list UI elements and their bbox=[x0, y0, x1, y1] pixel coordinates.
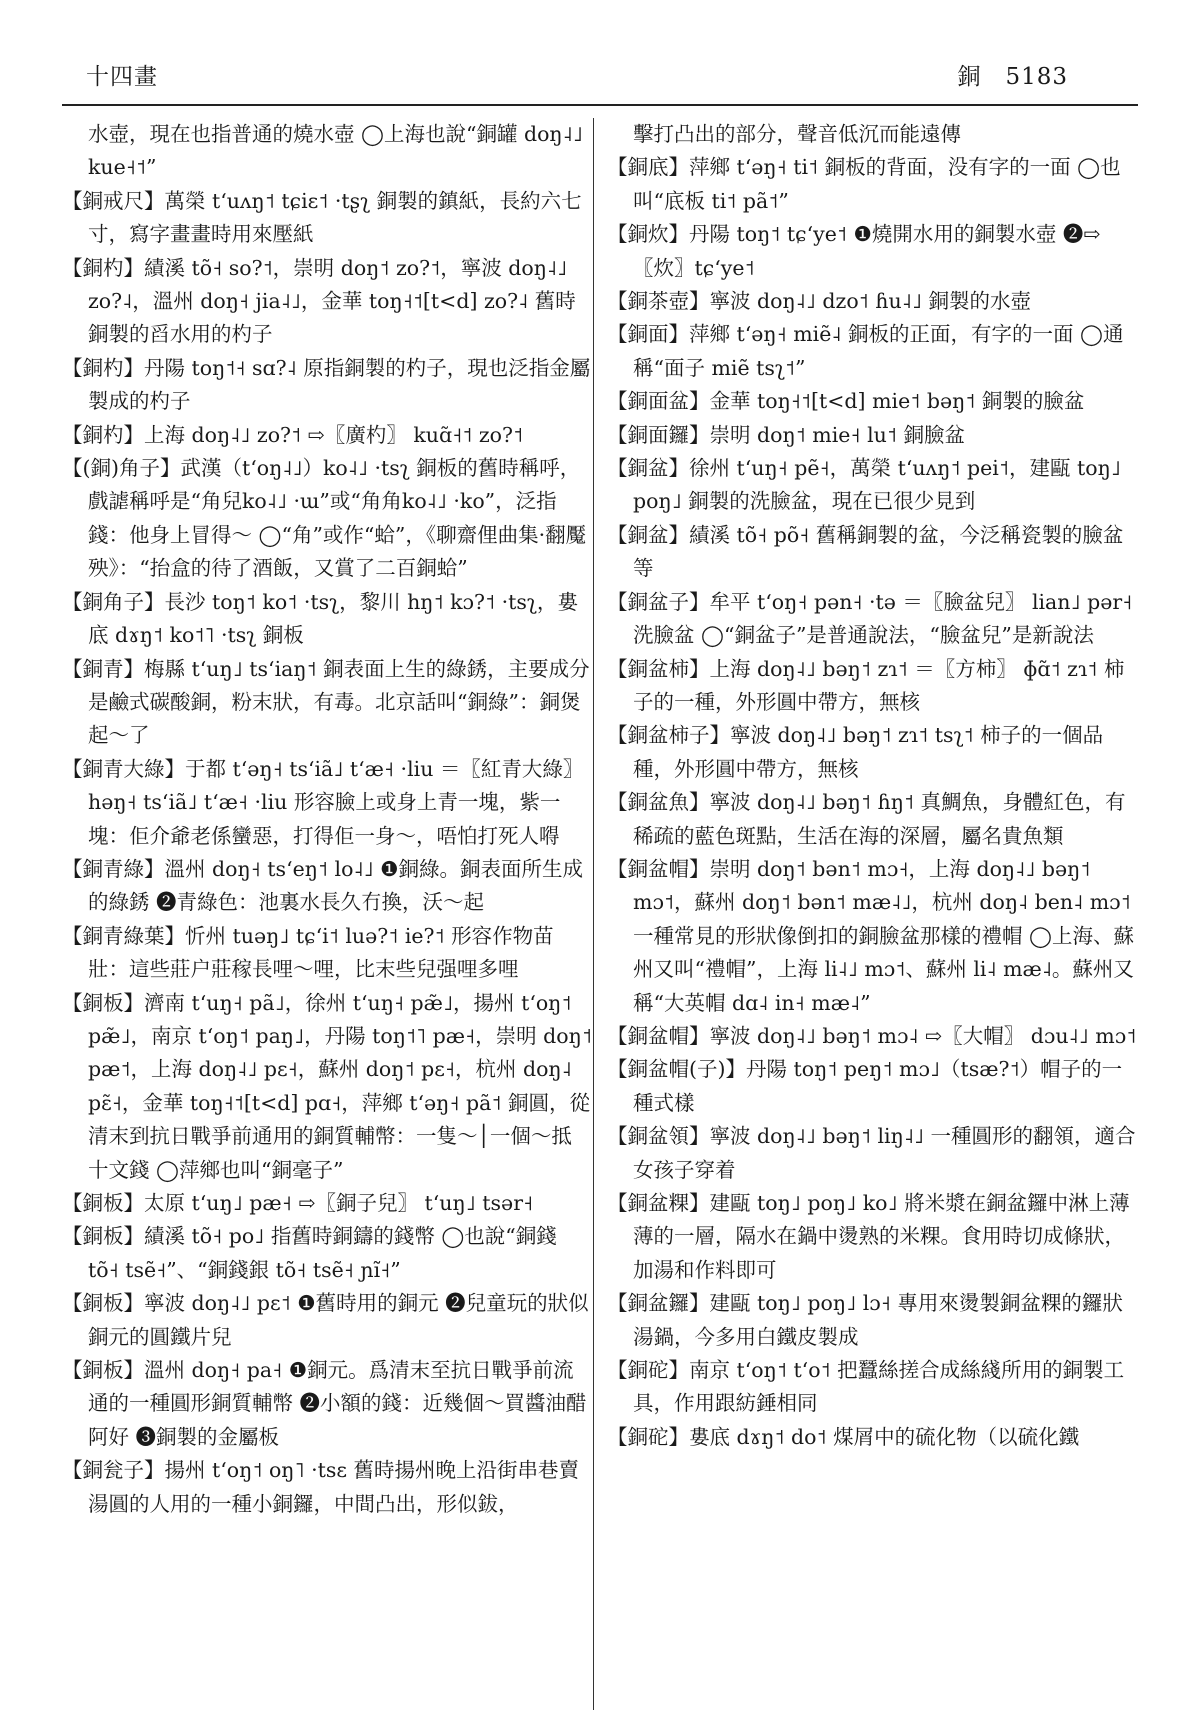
dictionary-entry: 【銅杓】上海 doŋ˨˩ zo?˦ ⇨〖廣杓〗 kuɑ̃˧˦ zo?˦ bbox=[62, 422, 524, 447]
header-rule bbox=[62, 104, 1138, 106]
dictionary-entry: 【銅面盆】金華 toŋ˧˦[t<d] mie˦ bəŋ˦ 銅製的臉盆 bbox=[607, 389, 1085, 414]
dictionary-entry: 【銅板】溫州 doŋ˧ pa˧ ❶銅元。爲清末至抗日戰爭前流通的一種圓形銅質輔幣 ❷小額的錢：近幾個～買醬油醋阿好 ❸銅製的金屬板 bbox=[62, 1358, 587, 1449]
dictionary-entry: 【銅杓】丹陽 toŋ˦˧ sɑ?˨ 原指銅製的杓子，現也泛指金屬製成的杓子 bbox=[62, 355, 591, 414]
dictionary-entry: 【銅板】績溪 tõ˧ po˩ 指舊時銅鑄的錢幣 ◯也說“銅錢 tõ˧ tsẽ˧”、“銅錢銀 tõ˧ tsẽ˧ ɲĩ˧” bbox=[62, 1224, 557, 1282]
dictionary-entry: 【銅面】萍鄉 tʻəŋ˧ miẽ˨ 銅板的正面，有字的一面 ◯通稱“面子 miẽ tsʅ˦” bbox=[607, 322, 1124, 380]
dictionary-entry: 【銅盆領】寧波 doŋ˨˩ bəŋ˦ liŋ˨˩ 一種圓形的翻領，適合女孩子穿着 bbox=[607, 1124, 1136, 1182]
dictionary-entry: 【銅板】濟南 tʻuŋ˧ pã˩，徐州 tʻuŋ˧ pæ̃˩，揚州 tʻoŋ˦ pæ̃˩，南京 tʻoŋ˦ paŋ˩，丹陽 toŋ˦˥ pæ˧，崇明 doŋ˦ pæ˦，上海 doŋ˨˩ pɛ˧，蘇州 doŋ˦ pɛ˧，杭州 doŋ˨ pɛ̃˧，金華 toŋ˧˦[t<d] pɑ˧，萍鄉 tʻəŋ˧ pã˦ 銅圓，從清末到抗日戰爭前通用的銅質輔幣：一隻～│一個～抵十文錢 ◯萍鄉也叫“銅毫子” bbox=[62, 990, 592, 1182]
dictionary-entry: 【銅盆魚】寧波 doŋ˨˩ bəŋ˦ ɦŋ˦ 真鯛魚，身體紅色，有稀疏的藍色斑點，生活在海的深層，屬名貴魚類 bbox=[607, 790, 1126, 848]
dictionary-entry: 【銅盆】徐州 tʻuŋ˧ pẽ˧，萬榮 tʻuʌŋ˦ pei˦，建甌 toŋ˩ poŋ˩ 銅製的洗臉盆，現在已很少見到 bbox=[607, 456, 1121, 514]
dictionary-entry: 【銅盆】績溪 tõ˧ põ˧ 舊稱銅製的盆，今泛稱瓷製的臉盆等 bbox=[607, 522, 1124, 581]
dictionary-entry: 【銅青大綠】于都 tʻəŋ˧ tsʻiã˩ tʻæ˧ ·liu ＝〖紅青大綠〗 həŋ˧ tsʻiã˩ tʻæ˧ ·liu 形容臉上或身上青一塊，紫一塊：佢介爺老係蠻惡，打得佢一身～，唔怕打死人嘚 bbox=[62, 756, 584, 848]
dictionary-entry: 【銅盆帽】崇明 doŋ˦ bən˦ mɔ˧，上海 doŋ˨˩ bəŋ˦ mɔ˦，蘇州 doŋ˦ bən˦ mæ˨˩，杭州 doŋ˨ ben˨ mɔ˦ 一種常見的形狀像倒扣的銅臉盆那樣的禮帽 ◯上海、蘇州又叫“禮帽”，上海 li˨˩ mɔ˦、蘇州 li˨ mæ˨。蘇州又稱“大英帽 dɑ˨ in˧ mæ˨” bbox=[607, 856, 1134, 1015]
dictionary-entry: 【銅板】太原 tʻuŋ˩ pæ˧ ⇨〖銅子兒〗 tʻuŋ˩ tsər˧ bbox=[62, 1191, 534, 1215]
dictionary-entry: 【(銅)角子】武漢（tʻoŋ˨˩）ko˨˩ ·tsʅ 銅板的舊時稱呼，戲謔稱呼是“角兒ko˨˩ ·ɯ”或“角角ko˨˩ ·ko”，泛指錢：他身上冒得～ ◯“角”或作“蛤”，《聊齋俚曲集·翻魘殃》：“抬盒的待了酒飯，又賞了二百銅蛤” bbox=[62, 456, 587, 581]
page-header-section: 十四畫 bbox=[86, 64, 158, 90]
dictionary-entry: 【銅盆鑼】建甌 toŋ˩ poŋ˩ lɔ˧ 專用來燙製銅盆粿的鑼狀湯鍋，今多用白鐵皮製成 bbox=[607, 1291, 1123, 1349]
dictionary-entry: 【銅面鑼】崇明 doŋ˦ mie˧ lu˦ 銅臉盆 bbox=[607, 422, 965, 447]
right-column bbox=[607, 118, 1137, 1454]
page-header-headchar-pagenum: 銅 5183 bbox=[957, 64, 1068, 90]
dictionary-entry: 【銅茶壺】寧波 doŋ˨˩ dzo˦ ɦu˨˩ 銅製的水壺 bbox=[607, 289, 1031, 314]
dictionary-entry: 【銅盆子】牟平 tʻoŋ˧ pən˧ ·tə ＝〖臉盆兒〗 lian˩ pər˧ 洗臉盆 ◯“銅盆子”是普通說法，“臉盆兒”是新說法 bbox=[607, 589, 1133, 648]
dictionary-entry: 【銅砣】婁底 dɤŋ˦ do˦ 煤屑中的硫化物（以硫化鐵 bbox=[607, 1424, 1080, 1449]
dictionary-entry: 【銅盆帽(子)】丹陽 toŋ˦ peŋ˦ mɔ˩（tsæ?˦）帽子的一種式樣 bbox=[607, 1057, 1123, 1115]
dictionary-entry: 【銅青綠】溫州 doŋ˧ tsʻeŋ˦ lo˨˩ ❶銅綠。銅表面所生成的綠銹 ❷青綠色：池裏水長久冇換，沃～起 bbox=[62, 856, 584, 915]
dictionary-entry: 【銅角子】長沙 toŋ˦ ko˦ ·tsʅ，黎川 hŋ˦ kɔ?˦ ·tsʅ，婁底 dɤŋ˦ ko˦˥ ·tsʅ 銅板 bbox=[62, 589, 578, 648]
dictionary-entry: 【銅戒尺】萬榮 tʻuʌŋ˦ tɕiɛ˦ ·tʂʅ 銅製的鎮紙，長約六七寸，寫字畫畫時用來壓紙 bbox=[62, 188, 582, 247]
dictionary-entry: 【銅底】萍鄉 tʻəŋ˧ ti˦ 銅板的背面，没有字的一面 ◯也叫“底板 ti˦ pã˦” bbox=[607, 155, 1121, 213]
dictionary-entry: 【銅盆柿】上海 doŋ˨˩ bəŋ˦ zɿ˦ ＝〖方柿〗 ɸɑ̃˦ zɿ˦ 柿子的一種，外形圓中帶方，無核 bbox=[607, 656, 1125, 714]
dictionary-entry: 水壺，現在也指普通的燒水壺 ◯上海也說“銅罐 doŋ˨˩ kue˧˦” bbox=[88, 122, 583, 180]
column-divider bbox=[593, 118, 594, 1710]
dictionary-entry: 【銅瓮子】揚州 tʻoŋ˦ oŋ˥ ·tsɛ 舊時揚州晚上沿街串巷賣湯圓的人用的一種小銅鑼，中間凸出，形似鈸， bbox=[62, 1458, 580, 1516]
dictionary-entry: 【銅杓】績溪 tõ˧ so?˦，崇明 doŋ˦ zo?˦，寧波 doŋ˨˩ zo?˨，溫州 doŋ˧ jia˨˩，金華 toŋ˧˦[t<d] zo?˨ 舊時銅製的舀水用的杓子 bbox=[62, 255, 576, 347]
dictionary-entry: 【銅盆帽】寧波 doŋ˨˩ bəŋ˦ mɔ˨ ⇨〖大帽〗 dɔu˨˩ mɔ˦ bbox=[607, 1023, 1137, 1048]
dictionary-entry: 【銅盆柿子】寧波 doŋ˨˩ bəŋ˦ zɿ˦ tsʅ˦ 柿子的一個品種，外形圓中帶方，無核 bbox=[607, 723, 1104, 781]
dictionary-entry: 【銅炊】丹陽 toŋ˦ tɕʻye˦ ❶燒開水用的銅製水壺 ❷⇨〖炊〗tɕʻye˦ bbox=[607, 222, 1101, 280]
dictionary-entry: 【銅板】寧波 doŋ˨˩ pɛ˦ ❶舊時用的銅元 ❷兒童玩的狀似銅元的圓鐵片兒 bbox=[62, 1291, 589, 1349]
left-column bbox=[62, 118, 592, 1521]
dictionary-entry: 【銅砣】南京 tʻoŋ˦ tʻo˦ 把蠶絲搓合成絲綫所用的銅製工具，作用跟紡錘相同 bbox=[607, 1358, 1125, 1416]
dictionary-entry: 【銅青】梅縣 tʻuŋ˩ tsʻiaŋ˦ 銅表面上生的綠銹，主要成分是鹼式碳酸銅，粉末狀，有毒。北京話叫“銅綠”：銅煲起～了 bbox=[62, 656, 590, 748]
dictionary-entry: 【銅青綠葉】忻州 tuəŋ˩ tɕʻi˦ luə?˦ ie?˦ 形容作物苗壯：這些莊户莊稼長哩～哩，比末些兒强哩多哩 bbox=[62, 923, 554, 982]
dictionary-entry: 【銅盆粿】建甌 toŋ˩ poŋ˩ ko˩ 將米漿在銅盆鑼中淋上薄薄的一層，隔水在鍋中燙熟的米粿。食用時切成條狀，加湯和作料即可 bbox=[607, 1191, 1130, 1282]
dictionary-entry: 擊打凸出的部分，聲音低沉而能遠傳 bbox=[633, 122, 961, 146]
